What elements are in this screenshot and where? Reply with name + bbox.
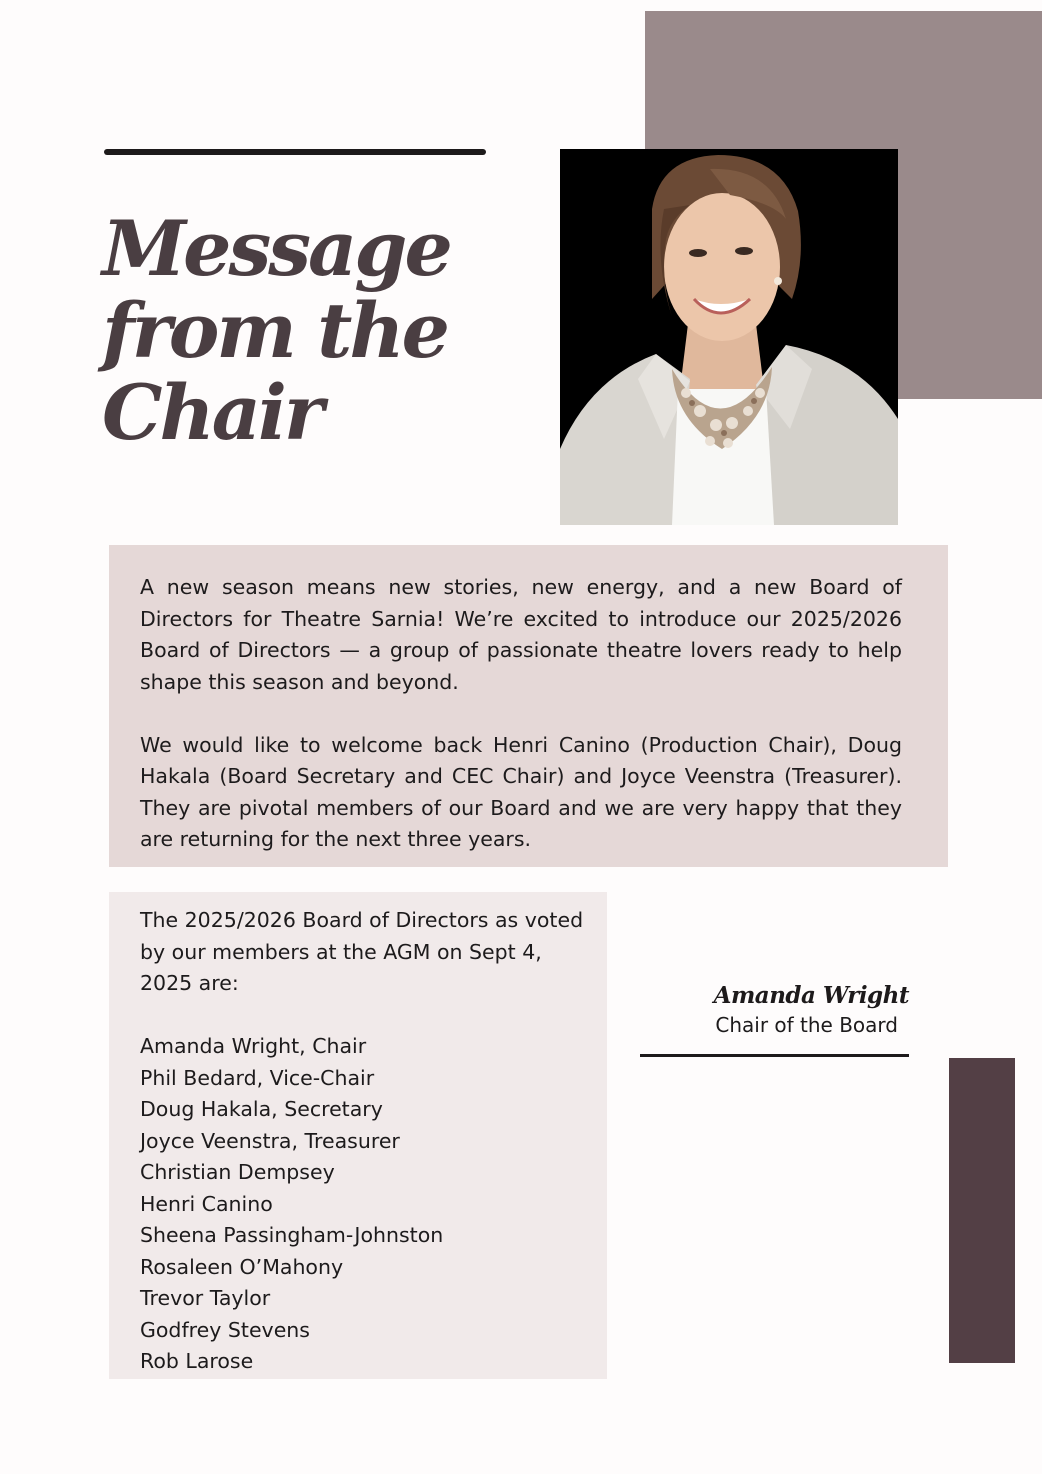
intro-paragraph: A new season means new stories, new energy, and a new Board of Directors for Theatre Sarnia! We’re excited to introduce our 2025/2026 Board of Directors — a group of passionate theatre lovers ready to help shape this season and beyond. — [140, 575, 902, 694]
decorative-block-right — [949, 1058, 1015, 1363]
page-title: Message from the Chair — [102, 204, 450, 457]
signature-rule — [640, 1054, 909, 1057]
title-rule — [104, 149, 486, 155]
board-member-item: Henri Canino — [140, 1191, 273, 1216]
board-member-item: Phil Bedard, Vice-Chair — [140, 1065, 375, 1090]
board-member-item: Sheena Passingham-Johnston — [140, 1223, 444, 1247]
portrait-illustration — [560, 149, 898, 525]
board-intro-text: The 2025/2026 Board of Directors as voted by our members at the AGM on Sept 4, 2025 are: — [140, 908, 584, 995]
chair-portrait-photo — [560, 149, 898, 525]
board-member-item: Amanda Wright, Chair — [140, 1034, 367, 1058]
board-member-item: Rob Larose — [140, 1349, 254, 1373]
intro-message-box — [109, 545, 948, 867]
board-member-item: Godfrey Stevens — [140, 1317, 310, 1342]
board-member-item: Doug Hakala, Secretary — [140, 1097, 383, 1121]
board-members-list — [140, 1031, 587, 1378]
signature-role: Chair of the Board — [715, 1013, 898, 1037]
board-member-item: Rosaleen O’Mahony — [140, 1254, 344, 1279]
intro-paragraph: We would like to welcome back Henri Canino (Production Chair), Doug Hakala (Board Secretary and CEC Chair) and Joyce Veenstra (Treasurer). They are pivotal members of our Board and we are very happy that they are returning for the next three years. — [140, 732, 902, 851]
board-of-directors-box — [109, 892, 607, 1379]
signature-name: Amanda Wright — [713, 982, 909, 1009]
board-member-item: Trevor Taylor — [140, 1286, 271, 1310]
board-member-item: Christian Dempsey — [140, 1160, 335, 1184]
board-member-item: Joyce Veenstra, Treasurer — [140, 1128, 400, 1153]
